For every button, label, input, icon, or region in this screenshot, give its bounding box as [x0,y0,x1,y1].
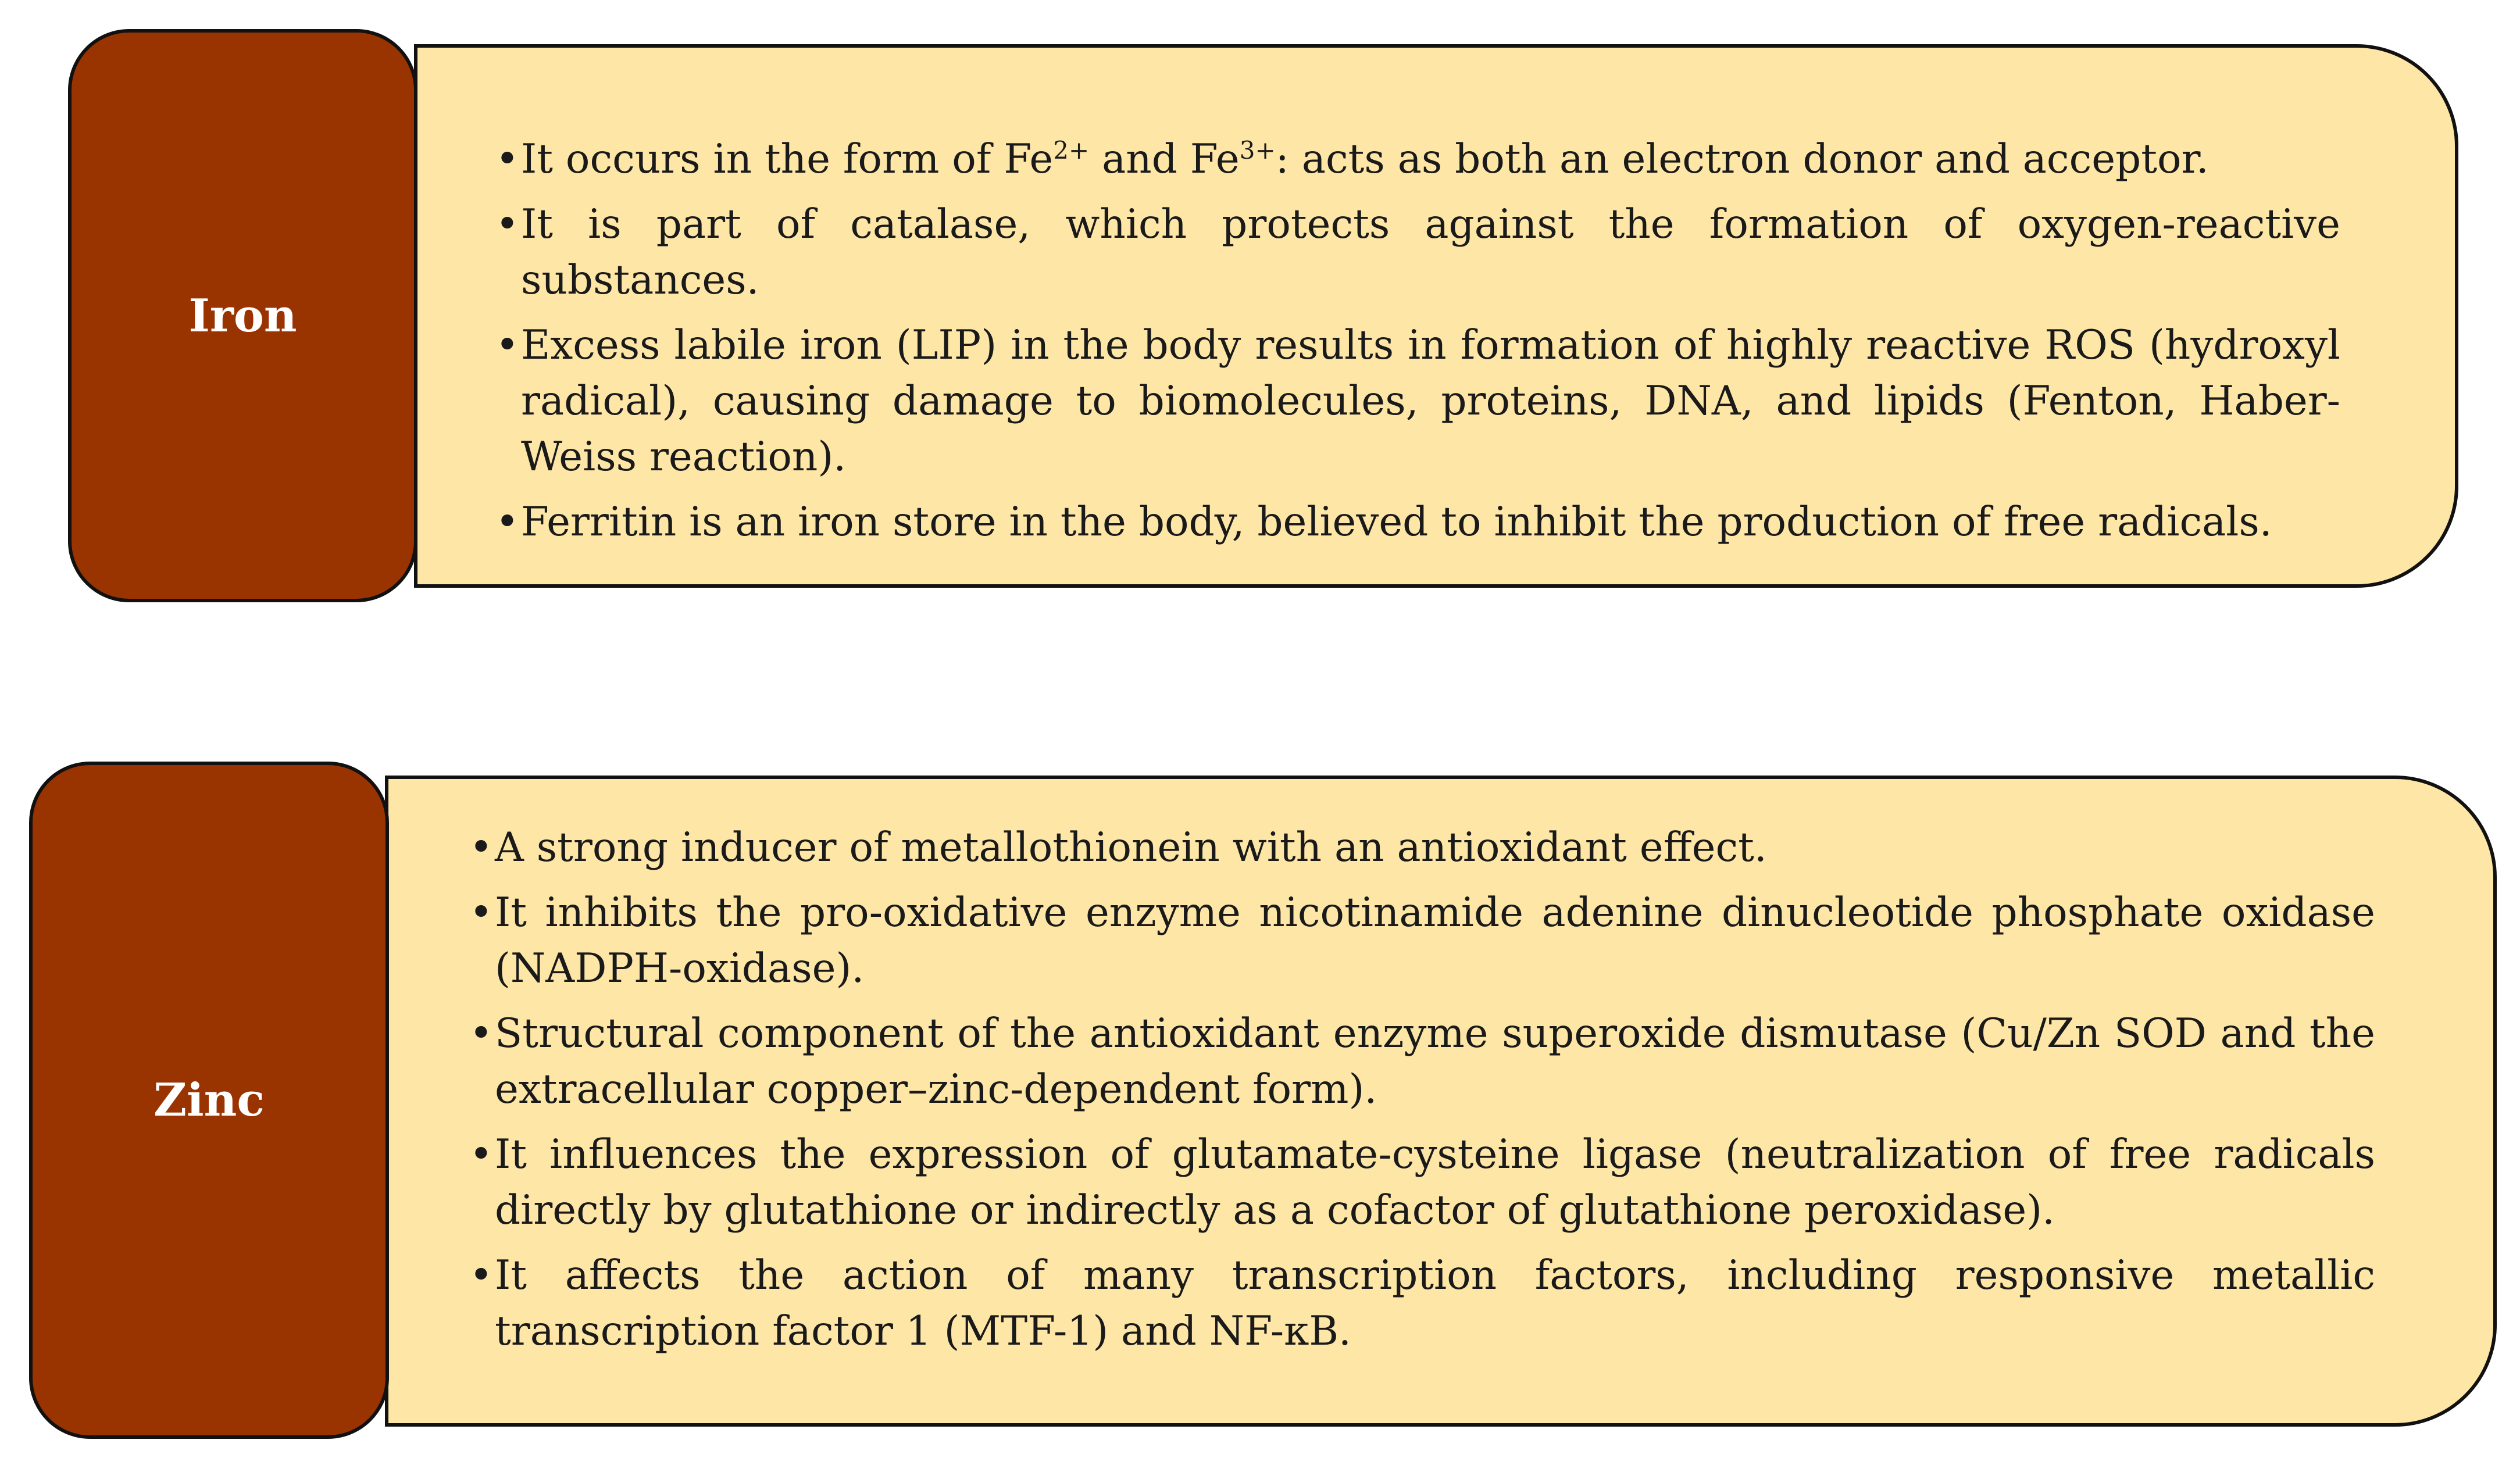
iron-bullet-list [500,131,2340,559]
zinc-bullet-3: • Structural component of the antioxidant enzyme superoxide dismutase (Cu/Zn SOD and the extracellular copper–zinc-dependent form). [474,1006,2375,1117]
iron-bullet-3: • Excess labile iron (LIP) in the body results in formation of highly reactive ROS (hydroxyl radical), causing damage to biomolecules, proteins, DNA, and lipids (Fenton, Haber-Weiss reaction). [500,317,2340,485]
zinc-bullet-4: • It influences the expression of glutamate-cysteine ligase (neutralization of free radicals directly by glutathione or indirectly as a cofactor of glutathione peroxidase). [474,1127,2375,1238]
iron-bullet-1-text-b: and Fe [1089,136,1240,183]
zinc-bullet-list [474,820,2375,1368]
iron-bullet-1-text-c: : acts as both an electron donor and acceptor. [1275,136,2209,183]
iron-bullet-1-text-a: It occurs in the form of Fe [521,136,1054,183]
iron-bullet-2: • It is part of catalase, which protects against the formation of oxygen-reactive substances. [500,196,2340,308]
fe2-charge: 2+ [1053,136,1090,165]
fe3-charge: 3+ [1239,136,1276,165]
iron-bullet-4: • Ferritin is an iron store in the body, believed to inhibit the production of free radicals. [500,494,2340,550]
iron-label-box [68,29,417,602]
zinc-label: Zinc [154,1074,265,1127]
iron-bullet-1 [500,131,2340,187]
zinc-bullet-2: • It inhibits the pro-oxidative enzyme nicotinamide adenine dinucleotide phosphate oxidase (NADPH-oxidase). [474,885,2375,996]
zinc-bullet-1: • A strong inducer of metallothionein with an antioxidant effect. [474,820,2375,876]
iron-label: Iron [188,289,297,342]
zinc-bullet-5: • It affects the action of many transcription factors, including responsive metallic transcription factor 1 (MTF-1) and NF-κB. [474,1248,2375,1359]
zinc-label-box [29,762,389,1439]
